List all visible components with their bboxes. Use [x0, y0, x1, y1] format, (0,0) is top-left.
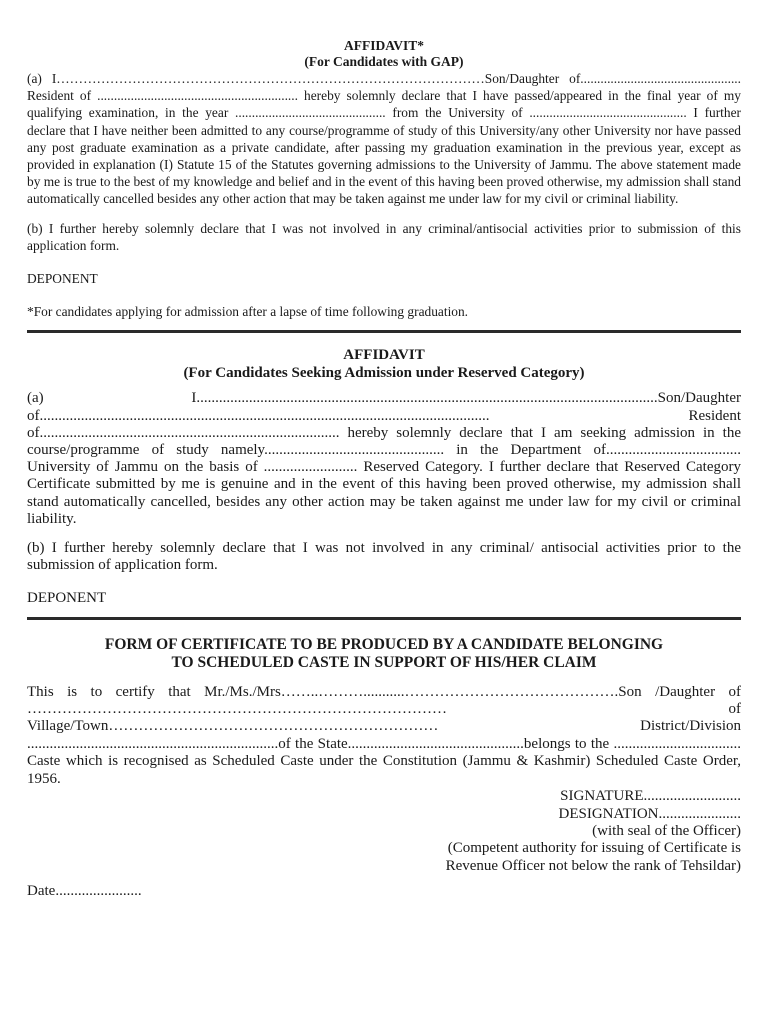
affidavit-gap-para-b: (b) I further hereby solemnly declare that I was not involved in any criminal/antisocial activities prior to submission of this application form.: [27, 220, 741, 253]
document-page: [27, 38, 741, 901]
sc-certificate-body: This is to certify that Mr./Ms./Mrs……..………...........…………………………………….Son /Daughter of ………………………………………………………………………… of Village/Town………………………………………………………… District/Division ...................................................................of the State...............................................belongs to the .................................. Caste which is recognised as Scheduled Caste under the Constitution (Jammu & Kashmir) Scheduled Caste Order, 1956.: [27, 683, 741, 787]
affidavit-gap-deponent: DEPONENT: [27, 271, 98, 287]
authority-note-line1: (Competent authority for issuing of Certificate is: [447, 840, 741, 857]
sc-certificate-section: [27, 636, 741, 901]
affidavit-gap-section: [27, 38, 741, 320]
date-line: Date.......................: [27, 883, 142, 900]
designation-line: DESIGNATION......................: [558, 805, 741, 822]
affidavit-reserved-para-a: (a) I...........................................................................................................................Son/Daughter of........................................................................................................................ Resident of................................................................................ hereby solemnly declare that I am seeking admission in the course/programme of study namely................................................ in the Department of.................................... University of Jammu on the basis of ......................... Reserved Category. I further declare that Reserved Category Certificate submitted by me is genuine and in the event of this having been proved otherwise, my admission shall stand automatically cancelled, besides any other action may be taken against me under law for my civil or criminal liability.: [27, 390, 741, 527]
affidavit-gap-subtitle: (For Candidates with GAP): [304, 54, 464, 69]
affidavit-reserved-para-b: (b) I further hereby solemnly declare that I was not involved in any criminal/ antisocial activities prior to the submission of application form.: [27, 540, 741, 574]
affidavit-gap-title: AFFIDAVIT*: [343, 38, 424, 53]
affidavit-gap-para-a: (a) I……………………………………………………………………………………Son/Daughter of................................................ Resident of ............................................................ hereby solemnly declare that I have passed/appeared in the final year of my qualifying examination, in the year ............................................. from the University of ............................................... I further declare that I have neither been admitted to any course/programme of study of this University/any other University nor have passed any post graduate examination as a private candidate, after passing my graduation examination in the previous year, except as provided in explanation (I) Statute 15 of the Statutes governing admissions to the University of Jammu. The above statement made by me is true to the best of my knowledge and belief and in the event of this having been proved otherwise, my admission shall stand automatically cancelled besides any other action that may be taken against me under law for my civil or criminal liability.: [27, 71, 741, 207]
signature-line: SIGNATURE..........................: [560, 788, 741, 805]
affidavit-gap-footnote: *For candidates applying for admission after a lapse of time following graduation.: [27, 304, 469, 320]
seal-note: (with seal of the Officer): [592, 822, 741, 839]
affidavit-reserved-deponent: DEPONENT: [27, 590, 107, 607]
sc-certificate-title-line1: FORM OF CERTIFICATE TO BE PRODUCED BY A CANDIDATE BELONGING: [104, 635, 664, 653]
affidavit-reserved-title: AFFIDAVIT: [343, 347, 425, 364]
authority-note-line2: Revenue Officer not below the rank of Tehsildar): [445, 857, 741, 874]
affidavit-reserved-subtitle: (For Candidates Seeking Admission under Reserved Category): [183, 365, 585, 382]
sc-certificate-title-line2: TO SCHEDULED CASTE IN SUPPORT OF HIS/HER CLAIM: [171, 653, 597, 671]
affidavit-reserved-section: [27, 346, 741, 607]
